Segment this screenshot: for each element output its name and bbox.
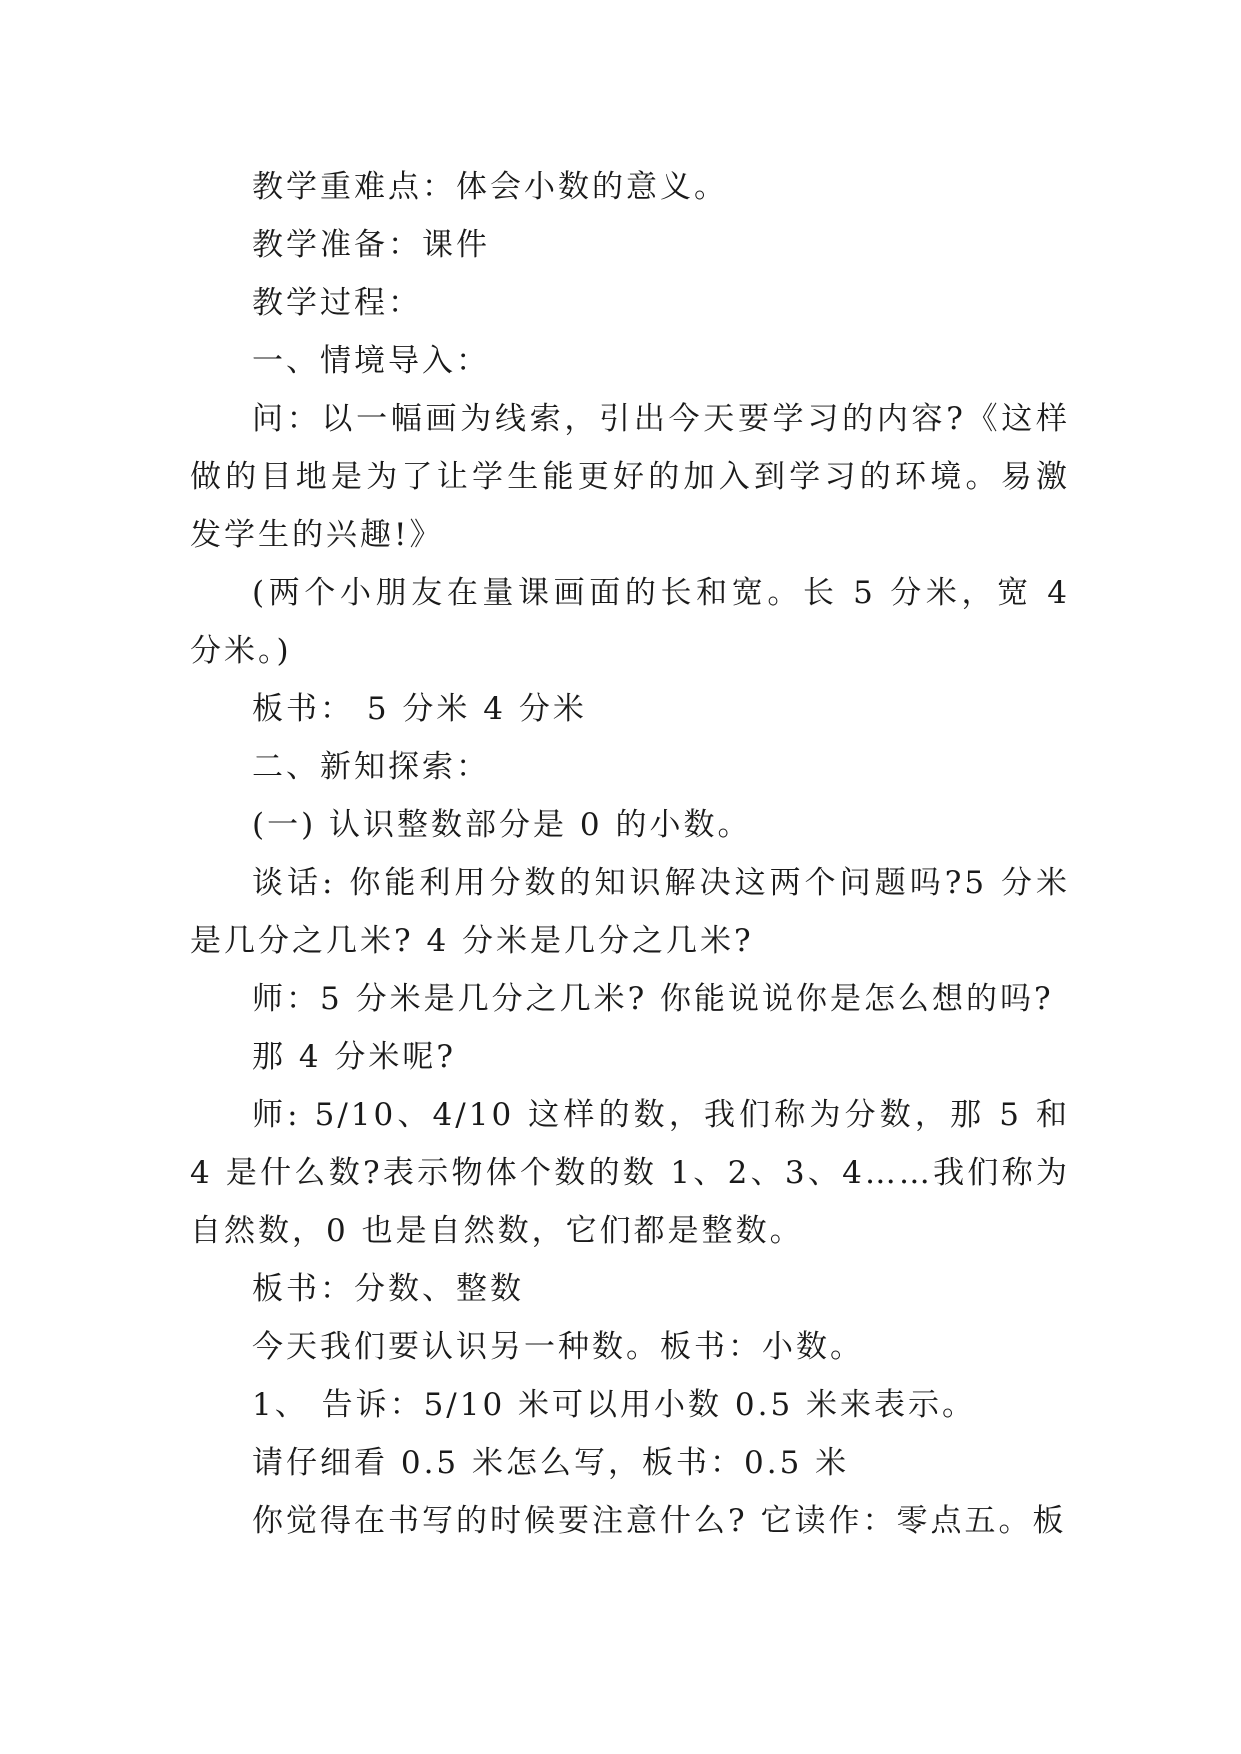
paragraph-talk: 谈话: 你能利用分数的知识解决这两个问题吗?5 分米是几分之几米? 4 分米是几分之几米? [190,865,1070,959]
paragraph-new-number: 今天我们要认识另一种数。板书：小数。 [252,1329,864,1365]
paragraph-process-heading: 教学过程： [252,285,422,321]
paragraph-reading: 你觉得在书写的时候要注意什么? 它读作：零点五。板 [252,1503,1067,1539]
paragraph-teacher-3: 师: 5/10、4/10 这样的数，我们称为分数，那 5 和 4 是什么数?表示物体个数的数 1、2、3、4……我们称为自然数，0 也是自然数，它们都是整数。 [190,1097,1070,1249]
section-heading-intro: 一、情境导入： [252,343,490,379]
document-body [190,158,1070,1550]
paragraph-key-difficulty: 教学重难点：体会小数的意义。 [252,169,728,205]
paragraph-board-2: 板书：分数、整数 [252,1271,524,1307]
paragraph-preparation: 教学准备：课件 [252,227,490,263]
paragraph-teacher-1: 师：5 分米是几分之几米? 你能说说你是怎么想的吗? [252,981,1054,1017]
paragraph-board-1: 板书： 5 分米 4 分米 [252,691,587,727]
paragraph-scene: (两个小朋友在量课画面的长和宽。长 5 分米，宽 4 分米。) [190,575,1070,669]
paragraph-teacher-2: 那 4 分米呢? [252,1039,457,1075]
section-heading-explore: 二、新知探索： [252,749,490,785]
paragraph-tell: 1、 告诉：5/10 米可以用小数 0.5 米来表示。 [252,1387,977,1423]
paragraph-question: 问：以一幅画为线索，引出今天要学习的内容?《这样做的目地是为了让学生能更好的加入到学习的环境。易激发学生的兴趣!》 [190,401,1070,553]
subsection-heading-1: (一) 认识整数部分是 0 的小数。 [252,807,752,843]
paragraph-writing: 请仔细看 0.5 米怎么写，板书：0.5 米 [252,1445,850,1481]
